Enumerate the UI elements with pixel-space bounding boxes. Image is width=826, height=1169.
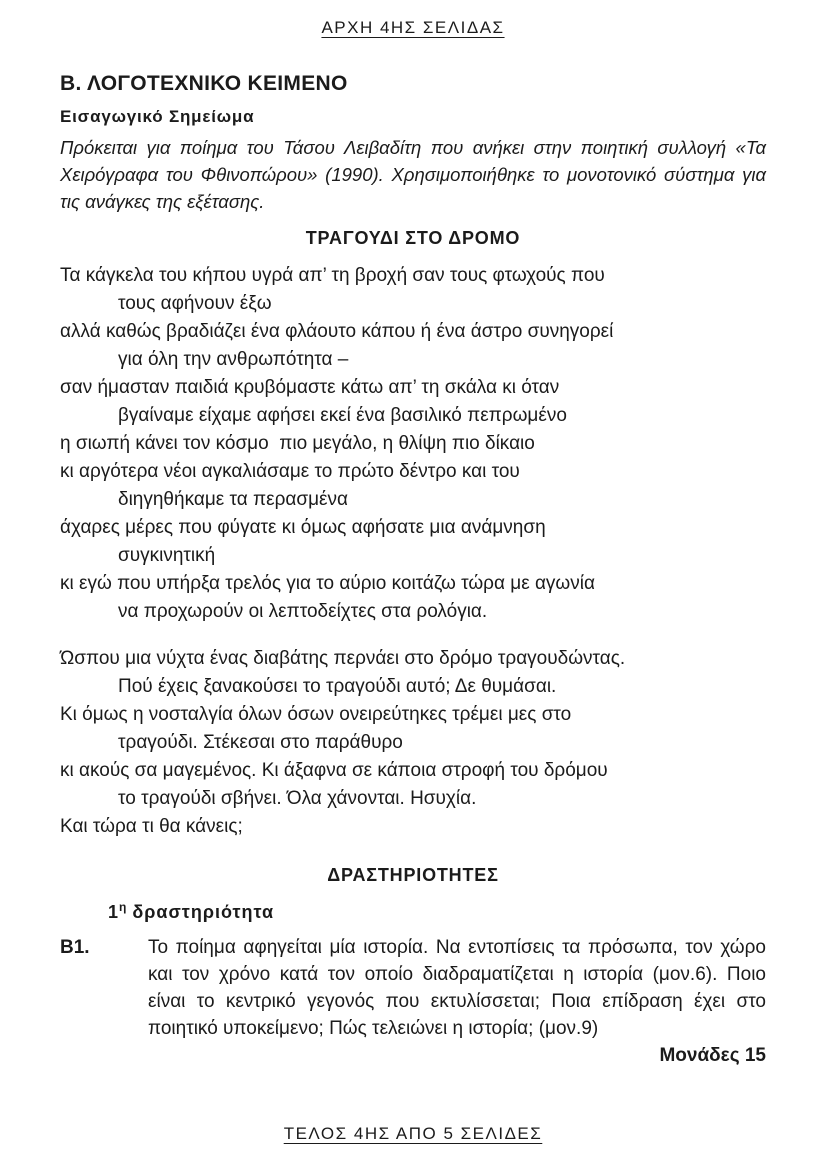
question-text: Το ποίημα αφηγείται μία ιστορία. Να εντοπίσεις τα πρόσωπα, τον χώρο και τον χρόνο κατά τον οποίο διαδραματίζεται η ιστορία (μον.6). Ποιο είναι το κεντρικό γεγονός που εκτυλίσσεται; Ποια επίδραση έχει στο ποιητικό υποκείμενο; Πώς τελειώνει η ιστορία; (μον.9) xyxy=(148,937,766,1039)
poem-stanza-2 xyxy=(60,645,766,841)
poem-stanza-1 xyxy=(60,262,766,626)
question-b1 xyxy=(60,934,766,1042)
poem-line: το τραγούδι σβήνει. Όλα χάνονται. Ησυχία. xyxy=(118,788,477,809)
poem-line: κι ακούς σα μαγεμένος. Κι άξαφνα σε κάποια στροφή του δρόμου xyxy=(60,760,608,781)
intro-heading: Εισαγωγικό Σημείωμα xyxy=(60,107,255,126)
poem-line: Ώσπου μια νύχτα ένας διαβάτης περνάει στο δρόμο τραγουδώντας. xyxy=(60,648,626,669)
poem-line: Πού έχεις ξανακούσει το τραγούδι αυτό; Δε θυμάσαι. xyxy=(118,676,557,697)
poem-line: να προχωρούν οι λεπτοδείχτες στα ρολόγια. xyxy=(118,601,488,622)
poem-line: βγαίναμε είχαμε αφήσει εκεί ένα βασιλικό πεπρωμένο xyxy=(118,405,567,426)
page-footer-text: ΤΕΛΟΣ 4ΗΣ ΑΠΟ 5 ΣΕΛΙΔΕΣ xyxy=(283,1124,543,1143)
activity-1-subheading xyxy=(108,900,766,923)
poem-line: σαν ήμασταν παιδιά κρυβόμαστε κάτω απ’ τη σκάλα κι όταν xyxy=(60,377,560,398)
poem-line: τους αφήνουν έξω xyxy=(118,293,272,314)
poem-title: ΤΡΑΓΟΥΔΙ ΣΤΟ ΔΡΟΜΟ xyxy=(305,228,521,248)
poem-line: άχαρες μέρες που φύγατε κι όμως αφήσατε μια ανάμνηση xyxy=(60,517,546,538)
activity-label: δραστηριότητα xyxy=(126,902,275,922)
poem-line: κι εγώ που υπήρξα τρελός για το αύριο κοιτάζω τώρα με αγωνία xyxy=(60,573,595,594)
section-title: Β. ΛΟΓΟΤΕΧΝΙΚΟ ΚΕΙΜΕΝΟ xyxy=(60,72,348,95)
poem-line: συγκινητική xyxy=(118,545,216,566)
poem-line: κι αργότερα νέοι αγκαλιάσαμε το πρώτο δέντρο και του xyxy=(60,461,520,482)
poem-line: Και τώρα τι θα κάνεις; xyxy=(60,816,243,837)
activities-heading: ΔΡΑΣΤΗΡΙΟΤΗΤΕΣ xyxy=(327,865,499,885)
poem-line: η σιωπή κάνει τον κόσμο πιο μεγάλο, η θλίψη πιο δίκαιο xyxy=(60,433,535,454)
intro-note: Πρόκειται για ποίημα του Τάσου Λειβαδίτη που ανήκει στην ποιητική συλλογή «Τα Χειρόγραφα του Φθινοπώρου» (1990). Χρησιμοποιήθηκε το μονοτονικό σύστημα για τις ανάγκες της εξέτασης. xyxy=(60,137,766,212)
activity-number: 1 xyxy=(108,902,120,922)
question-id: Β1. xyxy=(60,937,90,958)
poem-line: Κι όμως η νοσταλγία όλων όσων ονειρεύτηκες τρέμει μες στο xyxy=(60,704,572,725)
poem-line: για όλη την ανθρωπότητα – xyxy=(118,349,349,370)
poem-line: Τα κάγκελα του κήπου υγρά απ’ τη βροχή σαν τους φτωχούς που xyxy=(60,265,605,286)
activity-ordinal-suffix: η xyxy=(119,900,127,914)
poem-line: τραγούδι. Στέκεσαι στο παράθυρο xyxy=(118,732,403,753)
poem-line: διηγηθήκαμε τα περασμένα xyxy=(118,489,349,510)
page-footer xyxy=(0,1124,826,1144)
points-label: Μονάδες 15 xyxy=(659,1045,766,1066)
poem-line: αλλά καθώς βραδιάζει ένα φλάουτο κάπου ή ένα άστρο συνηγορεί xyxy=(60,321,614,342)
poem-body xyxy=(60,262,766,841)
page-header: ΑΡΧΗ 4ΗΣ ΣΕΛΙΔΑΣ xyxy=(321,18,505,37)
